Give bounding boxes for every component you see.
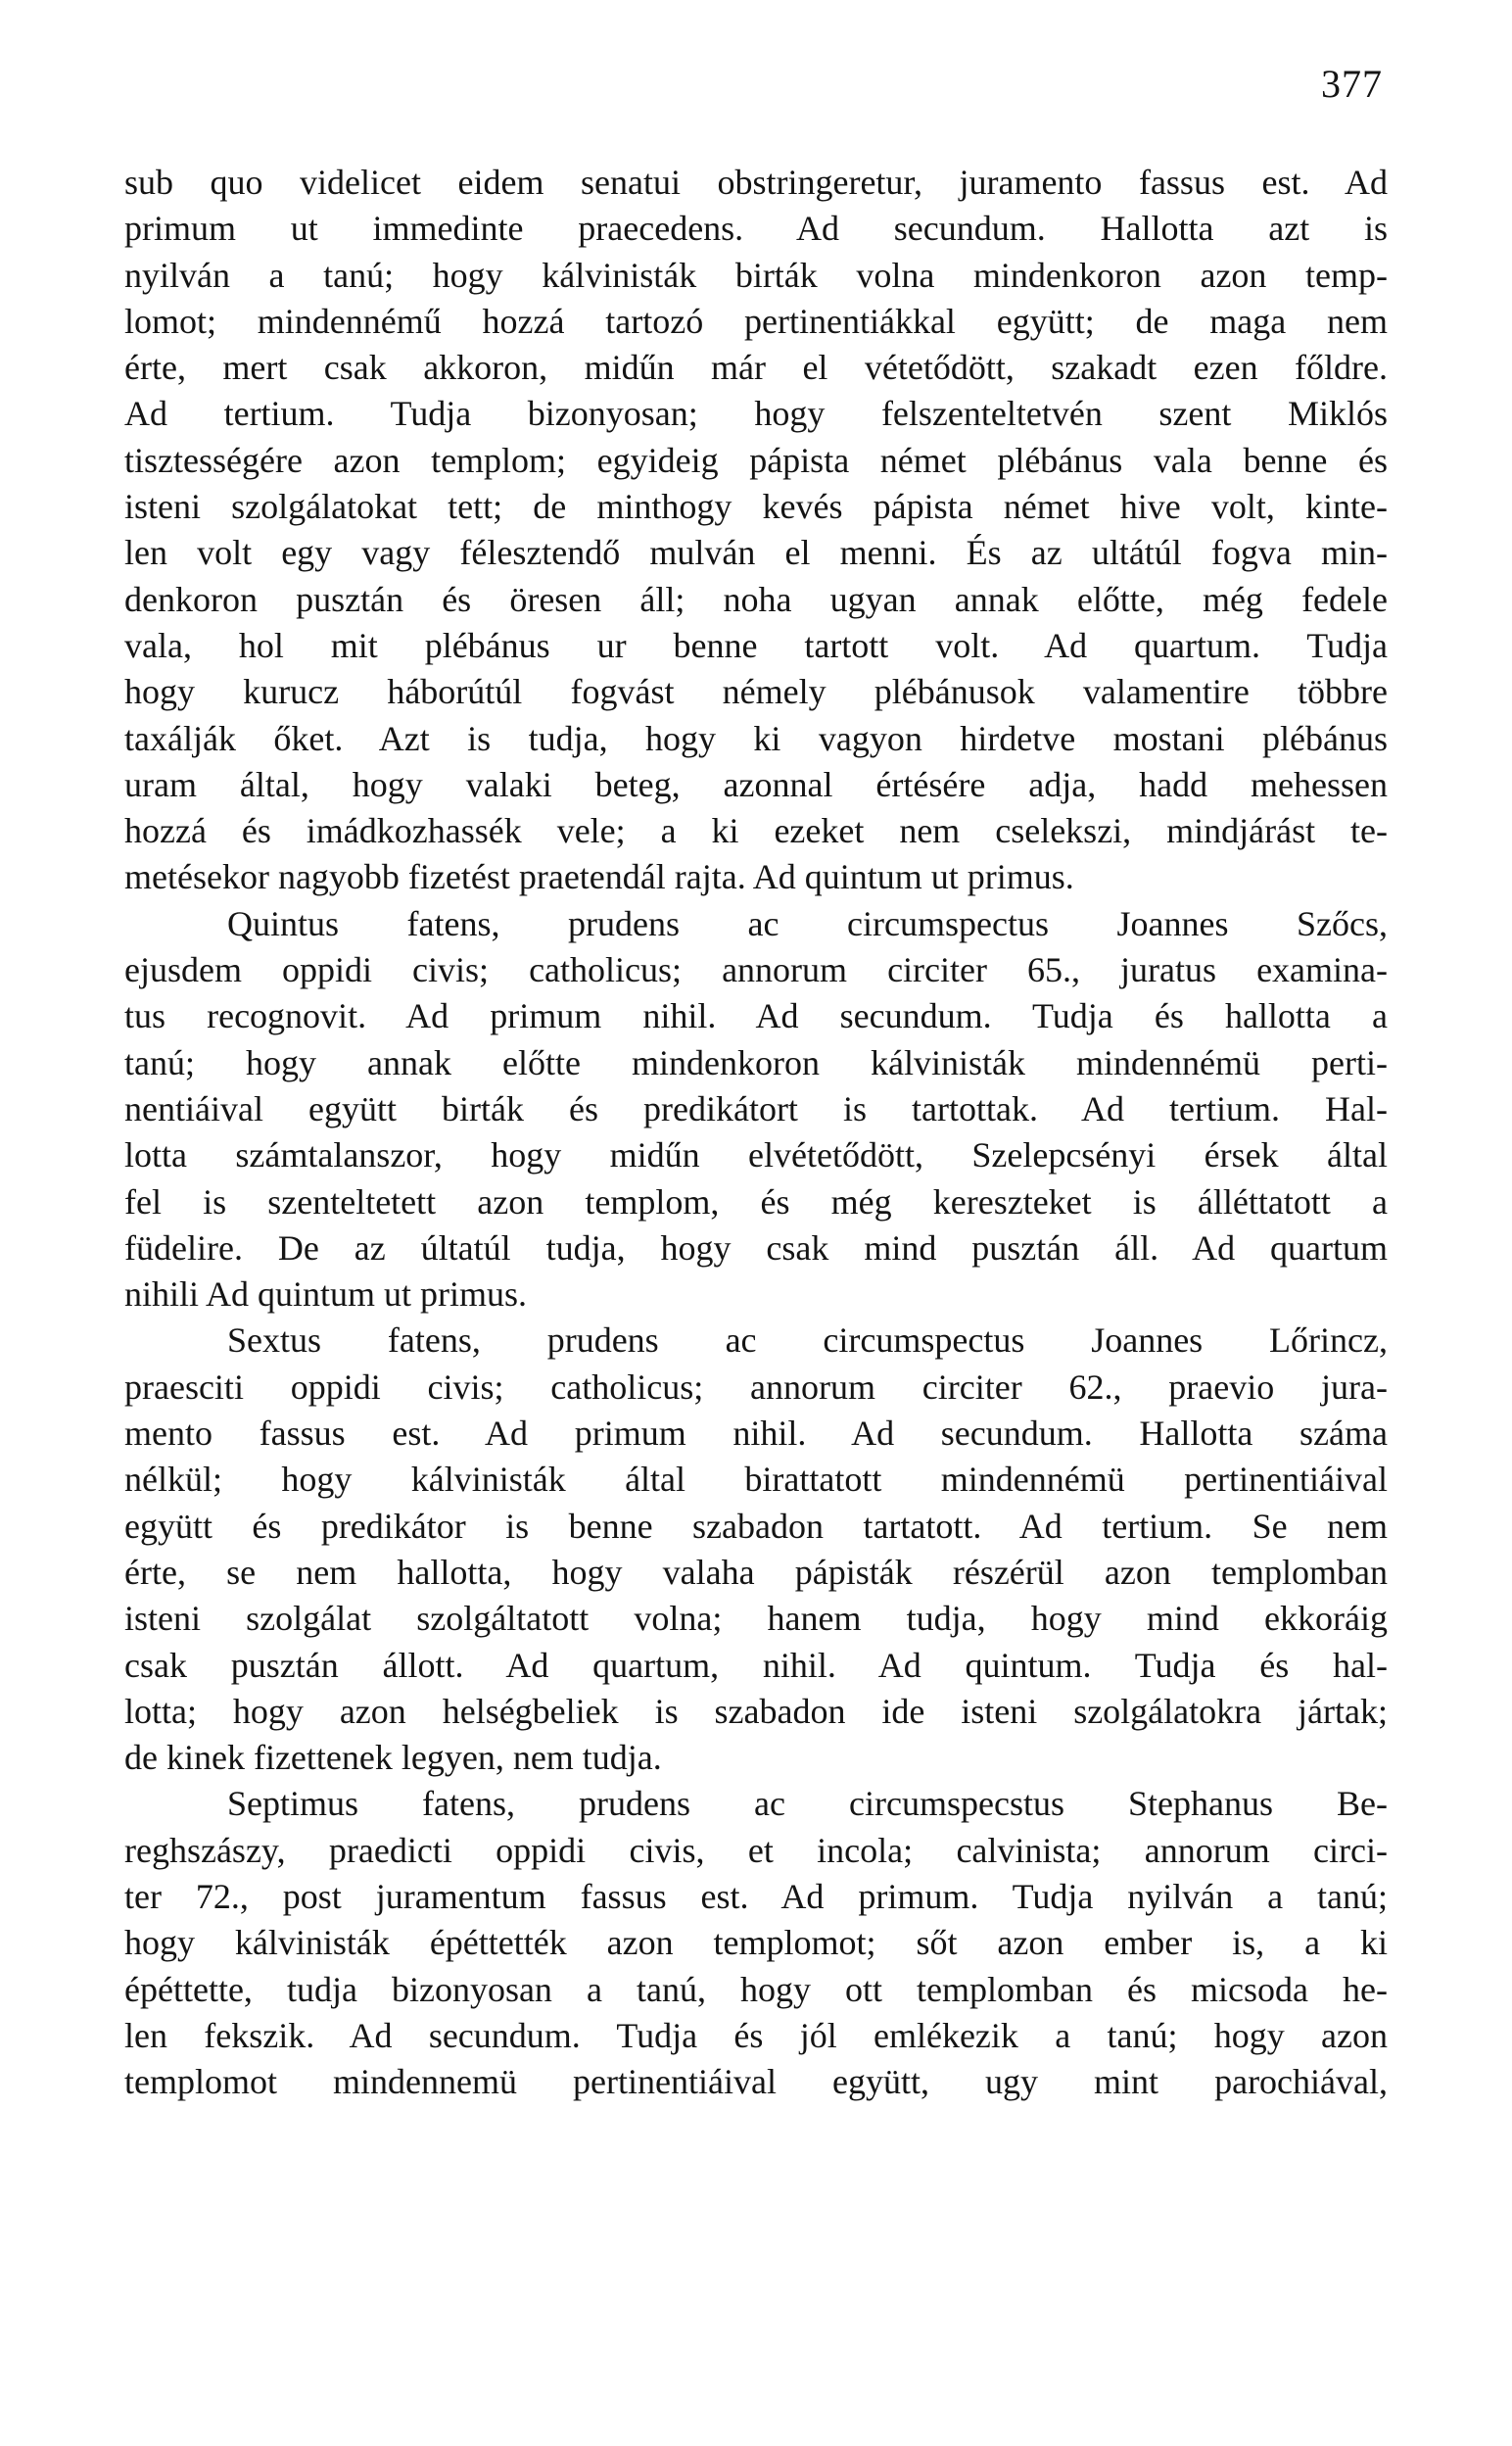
text-line: vala, hol mit plébánus ur benne tartott volt. Ad quartum. Tudja	[124, 625, 1388, 665]
text-line: lotta számtalanszor, hogy midűn elvétetődött, Szelepcsényi érsek által	[124, 1135, 1388, 1175]
text-line: nihili Ad quintum ut primus.	[124, 1274, 528, 1315]
witness-heading-line: Quintus fatens, prudens ac circumspectus Joannes Szőcs,	[227, 903, 1388, 943]
text-line: denkoron pusztán és öresen áll; noha ugyan annak előtte, még fedele	[124, 579, 1388, 619]
text-line: Ad tertium. Tudja bizonyosan; hogy felszenteltetvén szent Miklós	[124, 394, 1388, 434]
text-line: de kinek fizettenek legyen, nem tudja.	[124, 1738, 662, 1778]
text-line: reghszászy, praedicti oppidi civis, et incola; calvinista; annorum circi-	[124, 1830, 1388, 1870]
page-number: 377	[1321, 62, 1383, 106]
text-line: ejusdem oppidi civis; catholicus; annorum circiter 65., juratus examina-	[124, 950, 1388, 990]
text-line: tus recognovit. Ad primum nihil. Ad secundum. Tudja és hallotta a	[124, 996, 1388, 1036]
text-line: praesciti oppidi civis; catholicus; annorum circiter 62., praevio jura-	[124, 1367, 1388, 1407]
body-text	[124, 160, 1388, 2105]
text-line: sub quo videlicet eidem senatui obstringeretur, juramento fassus est. Ad	[124, 163, 1388, 202]
text-line: nyilván a tanú; hogy kálvinisták birták volna mindenkoron azon temp-	[124, 255, 1388, 295]
text-line: tanú; hogy annak előtte mindenkoron kálvinisták mindennémü perti-	[124, 1042, 1388, 1082]
text-line: lotta; hogy azon helségbeliek is szabadon ide isteni szolgálatokra jártak;	[124, 1691, 1388, 1731]
text-line: lomot; mindennémű hozzá tartozó pertinentiákkal együtt; de maga nem	[124, 301, 1388, 341]
text-line: len fekszik. Ad secundum. Tudja és jól emlékezik a tanú; hogy azon	[124, 2015, 1388, 2055]
text-line: mento fassus est. Ad primum nihil. Ad secundum. Hallotta száma	[124, 1414, 1388, 1454]
text-line: hozzá és imádkozhassék vele; a ki ezeket nem cselekszi, mindjárást te-	[124, 811, 1388, 851]
text-line: isteni szolgálatokat tett; de minthogy kevés pápista német hive volt, kinte-	[124, 487, 1388, 527]
text-line: isteni szolgálat szolgáltatott volna; hanem tudja, hogy mind ekkoráig	[124, 1599, 1388, 1639]
text-line: együtt és predikátor is benne szabadon tartatott. Ad tertium. Se nem	[124, 1506, 1388, 1546]
text-line: érte, se nem hallotta, hogy valaha pápisták részérül azon templomban	[124, 1552, 1388, 1592]
text-line: csak pusztán állott. Ad quartum, nihil. Ad quintum. Tudja és hal-	[124, 1645, 1388, 1685]
text-line: ter 72., post juramentum fassus est. Ad primum. Tudja nyilván a tanú;	[124, 1876, 1388, 1916]
text-line: épéttette, tudja bizonyosan a tanú, hogy ott templomban és micsoda he-	[124, 1969, 1388, 2009]
witness-heading-line: Septimus fatens, prudens ac circumspecstus Stephanus Be-	[227, 1784, 1388, 1824]
text-line: nélkül; hogy kálvinisták által birattatott mindennémü pertinentiáival	[124, 1460, 1388, 1500]
text-line: primum ut immedinte praecedens. Ad secundum. Hallotta azt is	[124, 209, 1388, 249]
text-line: uram által, hogy valaki beteg, azonnal értésére adja, hadd mehessen	[124, 764, 1388, 804]
text-line: tisztességére azon templom; egyideig pápista német plébánus vala benne és	[124, 440, 1388, 480]
text-line: metésekor nagyobb fizetést praetendál rajta. Ad quintum ut primus.	[124, 857, 1074, 897]
text-line: füdelire. De az últatúl tudja, hogy csak mind pusztán áll. Ad quartum	[124, 1227, 1388, 1268]
text-line: nentiáival együtt birták és predikátort is tartottak. Ad tertium. Hal-	[124, 1088, 1388, 1128]
text-line: templomot mindennemü pertinentiáival együtt, ugy mint parochiával,	[124, 2062, 1388, 2102]
text-line: taxálják őket. Azt is tudja, hogy ki vagyon hirdetve mostani plébánus	[124, 718, 1388, 758]
text-line: len volt egy vagy félesztendő mulván el menni. És az ultátúl fogva min-	[124, 533, 1388, 573]
witness-heading-line: Sextus fatens, prudens ac circumspectus Joannes Lőrincz,	[227, 1320, 1388, 1361]
text-line: hogy kurucz háborútúl fogvást némely plébánusok valamentire többre	[124, 672, 1388, 712]
text-line: hogy kálvinisták épéttették azon templomot; sőt azon ember is, a ki	[124, 1923, 1388, 1963]
text-line: érte, mert csak akkoron, midűn már el vétetődött, szakadt ezen főldre.	[124, 348, 1388, 388]
text-line: fel is szenteltetett azon templom, és még kereszteket is álléttatott a	[124, 1181, 1388, 1222]
